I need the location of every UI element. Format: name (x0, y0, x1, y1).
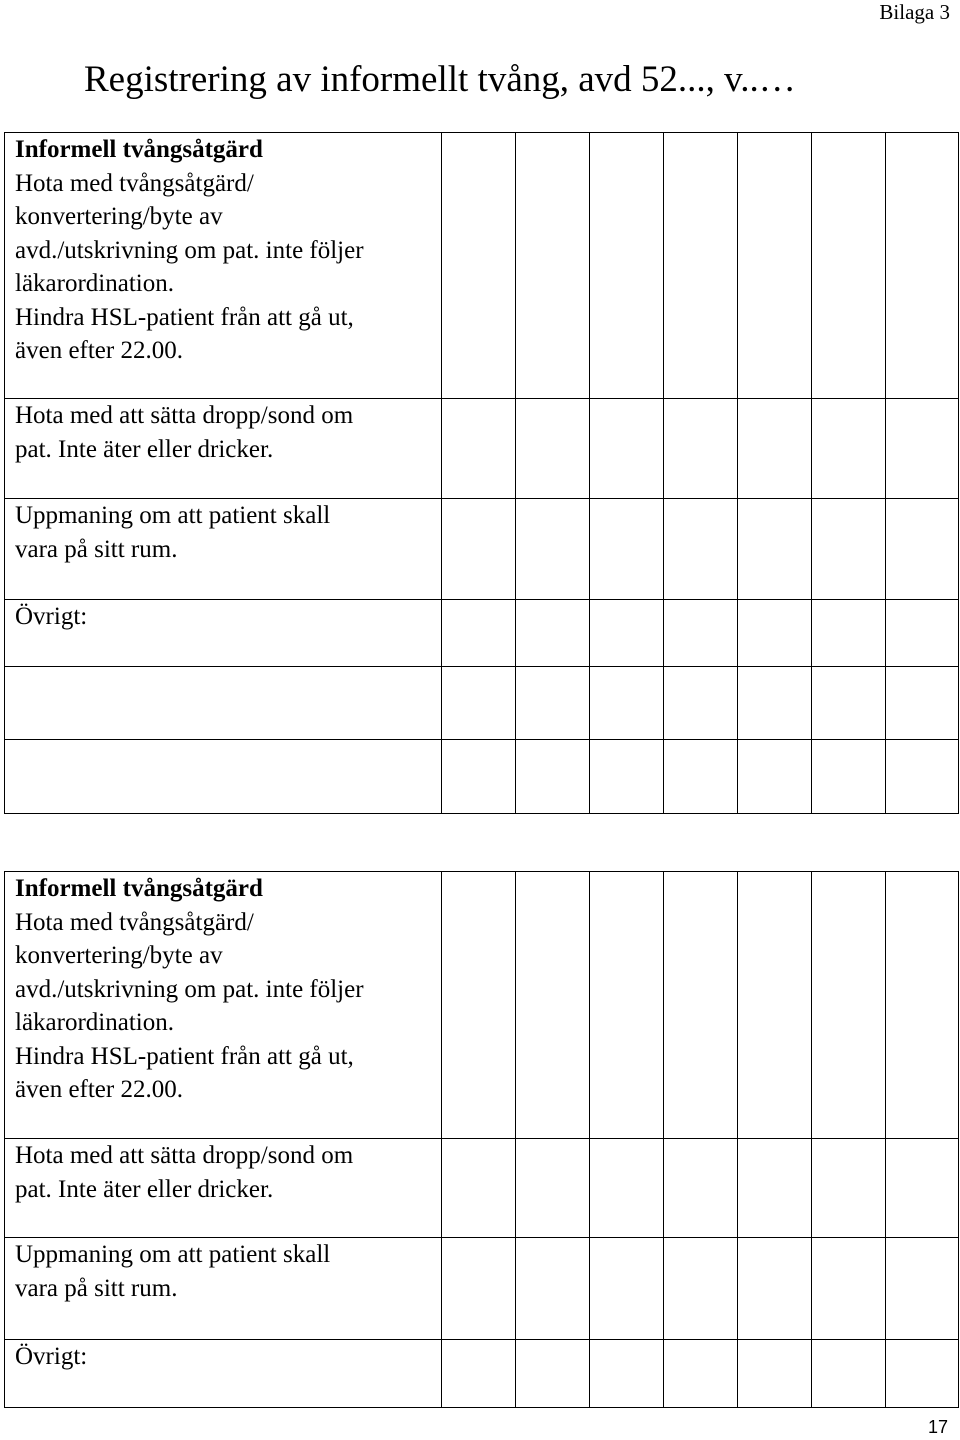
label-other (5, 600, 442, 667)
label-stay-in-room (5, 499, 442, 600)
entry-cell[interactable] (664, 600, 738, 667)
entry-cell[interactable] (812, 399, 886, 499)
entry-cell[interactable] (590, 740, 664, 814)
label-line: pat. Inte äter eller dricker. (15, 435, 274, 463)
entry-cell[interactable] (590, 600, 664, 667)
label-line: Övrigt: (15, 603, 88, 630)
appendix-label: Bilaga 3 (879, 0, 950, 24)
label-line: Hota med att sätta dropp/sond om (15, 1142, 354, 1169)
entry-cell[interactable] (812, 872, 886, 1139)
row-blank (5, 667, 959, 740)
label-line: pat. Inte äter eller dricker. (15, 1175, 274, 1203)
label-drip-tube (5, 1139, 442, 1238)
entry-cell[interactable] (886, 667, 959, 740)
entry-cell[interactable] (738, 872, 812, 1139)
label-line: även efter 22.00. (15, 1076, 183, 1103)
label-line: Uppmaning om att patient skall (15, 1241, 331, 1268)
entry-cell[interactable] (664, 667, 738, 740)
label-line: vara på sitt rum. (15, 1274, 178, 1302)
row-threat-coercion (5, 133, 959, 399)
entry-cell[interactable] (664, 1139, 738, 1238)
entry-cell[interactable] (664, 872, 738, 1139)
entry-cell[interactable] (442, 667, 516, 740)
label-line: Uppmaning om att patient skall (15, 502, 331, 529)
page-title: Registrering av informellt tvång, avd 52..., v..… (84, 59, 796, 100)
label-line: Övrigt: (15, 1343, 88, 1370)
entry-cell[interactable] (664, 499, 738, 600)
label-line: konvertering/byte av (15, 942, 223, 969)
row-other (5, 600, 959, 667)
label-line: Hindra HSL-patient från att gå ut, (15, 1042, 354, 1070)
entry-cell[interactable] (590, 872, 664, 1139)
entry-cell[interactable] (664, 1238, 738, 1340)
entry-cell[interactable] (886, 1139, 959, 1238)
entry-cell[interactable] (516, 1139, 590, 1238)
label-threat-coercion (5, 872, 442, 1139)
label-stay-in-room (5, 1238, 442, 1340)
entry-cell[interactable] (738, 667, 812, 740)
entry-cell[interactable] (886, 740, 959, 814)
entry-cell[interactable] (442, 872, 516, 1139)
blank-label-cell[interactable] (5, 667, 442, 740)
label-line: avd./utskrivning om pat. inte följer (15, 975, 364, 1003)
entry-cell[interactable] (442, 1238, 516, 1340)
entry-cell[interactable] (664, 1340, 738, 1408)
entry-cell[interactable] (664, 399, 738, 499)
label-line: vara på sitt rum. (15, 535, 178, 563)
entry-cell[interactable] (738, 1238, 812, 1340)
row-threat-coercion (5, 872, 959, 1139)
blank-label-cell[interactable] (5, 740, 442, 814)
entry-cell[interactable] (442, 1139, 516, 1238)
entry-cell[interactable] (812, 499, 886, 600)
row-stay-in-room (5, 1238, 959, 1340)
entry-cell[interactable] (516, 499, 590, 600)
entry-cell[interactable] (442, 1340, 516, 1408)
entry-cell[interactable] (738, 740, 812, 814)
entry-cell[interactable] (442, 399, 516, 499)
entry-cell[interactable] (886, 133, 959, 399)
entry-cell[interactable] (516, 399, 590, 499)
entry-cell[interactable] (812, 1340, 886, 1408)
entry-cell[interactable] (590, 399, 664, 499)
entry-cell[interactable] (886, 1238, 959, 1340)
row-stay-in-room (5, 499, 959, 600)
entry-cell[interactable] (516, 1340, 590, 1408)
entry-cell[interactable] (738, 1340, 812, 1408)
entry-cell[interactable] (664, 133, 738, 399)
row-other (5, 1340, 959, 1408)
entry-cell[interactable] (590, 1340, 664, 1408)
entry-cell[interactable] (590, 499, 664, 600)
label-line: konvertering/byte av (15, 203, 223, 230)
entry-cell[interactable] (738, 399, 812, 499)
entry-cell[interactable] (738, 133, 812, 399)
label-threat-coercion (5, 133, 442, 399)
entry-cell[interactable] (516, 872, 590, 1139)
label-drip-tube (5, 399, 442, 499)
entry-cell[interactable] (886, 1340, 959, 1408)
entry-cell[interactable] (812, 740, 886, 814)
entry-cell[interactable] (442, 600, 516, 667)
entry-cell[interactable] (516, 1238, 590, 1340)
entry-cell[interactable] (516, 600, 590, 667)
entry-cell[interactable] (738, 499, 812, 600)
entry-cell[interactable] (812, 133, 886, 399)
row-drip-tube (5, 399, 959, 499)
entry-cell[interactable] (738, 1139, 812, 1238)
section-heading: Informell tvångsåtgärd (15, 875, 263, 902)
entry-cell[interactable] (590, 1238, 664, 1340)
row-blank (5, 740, 959, 814)
label-line: läkarordination. (15, 270, 174, 297)
entry-cell[interactable] (886, 499, 959, 600)
label-line: läkarordination. (15, 1009, 174, 1036)
entry-cell[interactable] (590, 133, 664, 399)
entry-cell[interactable] (812, 1238, 886, 1340)
registration-table-1 (4, 132, 959, 814)
entry-cell[interactable] (442, 133, 516, 399)
label-line: Hota med att sätta dropp/sond om (15, 402, 354, 429)
row-drip-tube (5, 1139, 959, 1238)
label-line: även efter 22.00. (15, 337, 183, 364)
page-number: 17 (927, 1417, 948, 1437)
entry-cell[interactable] (664, 740, 738, 814)
section-heading: Informell tvångsåtgärd (15, 136, 263, 163)
label-line: Hota med tvångsåtgärd/ (15, 169, 254, 197)
registration-table-2 (4, 871, 959, 1408)
entry-cell[interactable] (886, 399, 959, 499)
label-line: Hindra HSL-patient från att gå ut, (15, 303, 354, 331)
entry-cell[interactable] (812, 1139, 886, 1238)
entry-cell[interactable] (812, 600, 886, 667)
entry-cell[interactable] (516, 667, 590, 740)
entry-cell[interactable] (738, 600, 812, 667)
label-other (5, 1340, 442, 1408)
entry-cell[interactable] (516, 133, 590, 399)
label-line: avd./utskrivning om pat. inte följer (15, 236, 364, 264)
entry-cell[interactable] (516, 740, 590, 814)
entry-cell[interactable] (590, 1139, 664, 1238)
entry-cell[interactable] (812, 667, 886, 740)
entry-cell[interactable] (886, 600, 959, 667)
entry-cell[interactable] (886, 872, 959, 1139)
entry-cell[interactable] (442, 499, 516, 600)
entry-cell[interactable] (442, 740, 516, 814)
label-line: Hota med tvångsåtgärd/ (15, 908, 254, 936)
entry-cell[interactable] (590, 667, 664, 740)
